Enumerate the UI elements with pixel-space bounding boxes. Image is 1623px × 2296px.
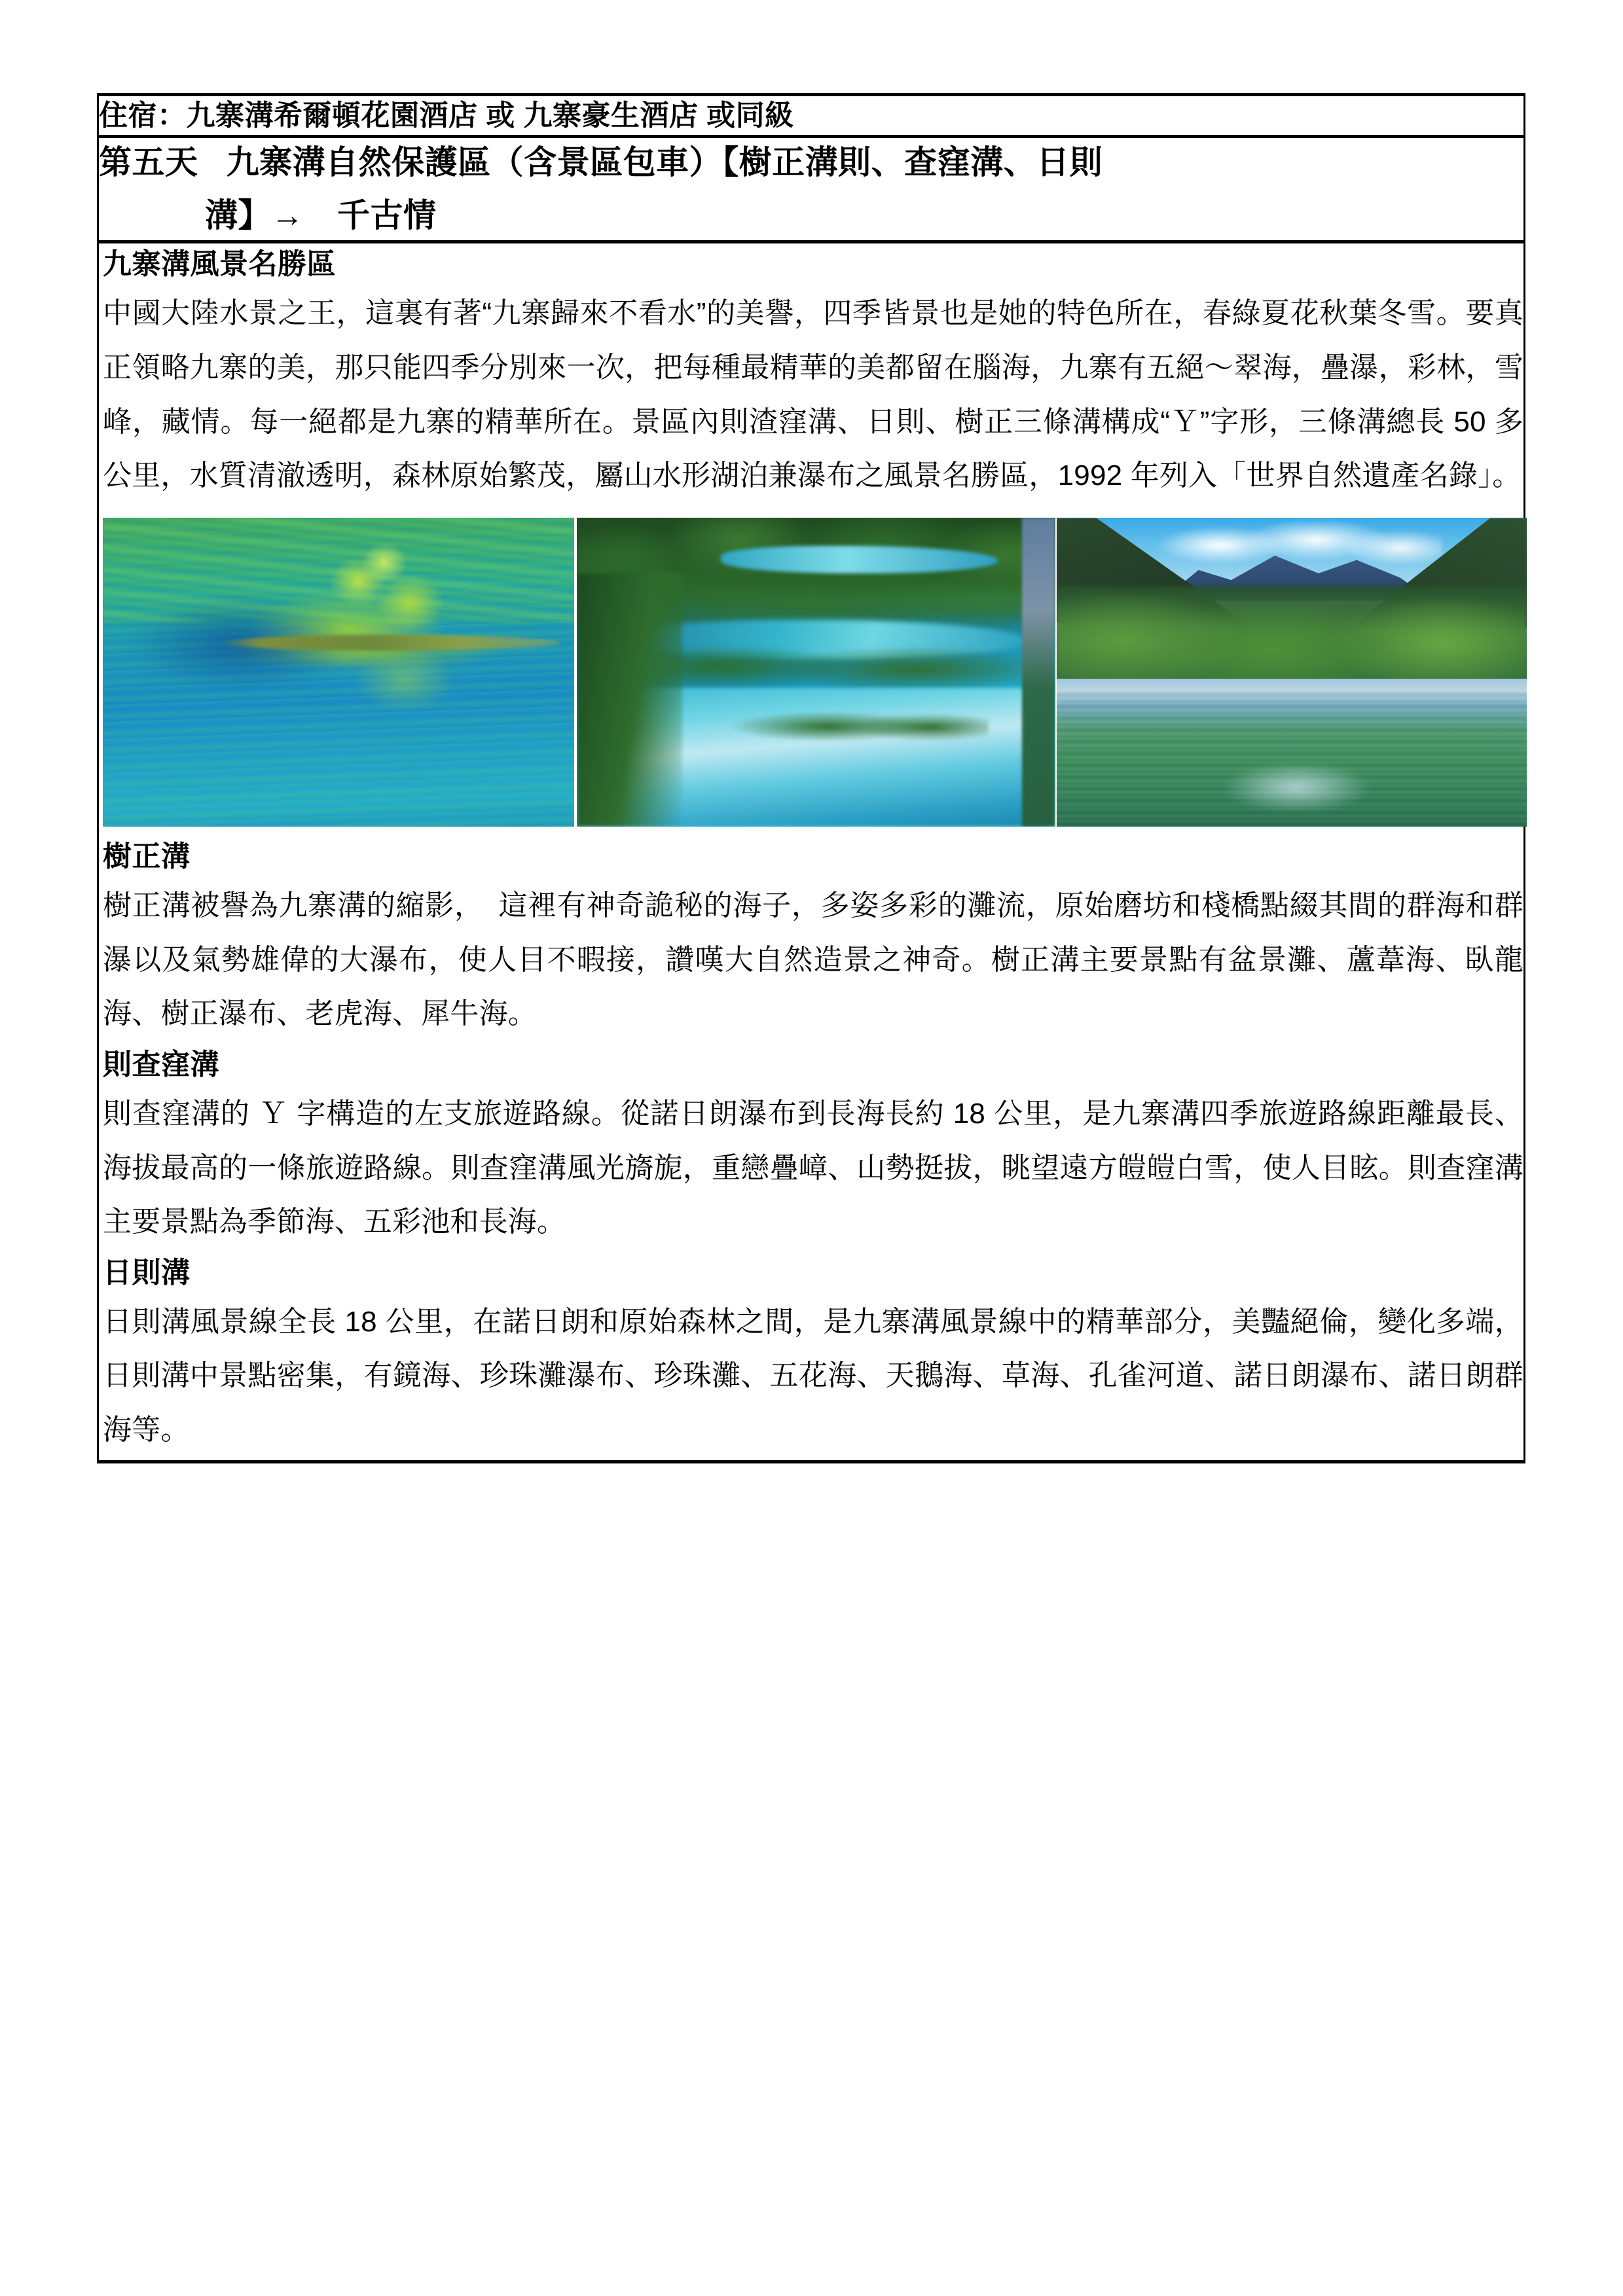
section-paragraph: 中國大陸水景之王，這裏有著“九寨歸來不看水”的美譽，四季皆景也是她的特色所在，春綠夏花秋葉冬雪。要真正領略九寨的美，那只能四季分別來一次，把每種最精華的美都留在腦海，九寨有五絕～翠海，疊瀑，彩林，雪峰，藏情。每一絕都是九寨的精華所在。景區內則渣窪溝、日則、樹正三條溝構成“Ｙ”字形，三條溝總長 50 多公里，水質清澈透明，森林原始繁茂，屬山水形湖泊兼瀑布之風景名勝區，1992 年列入「世界自然遺產名錄」。 (103, 297, 1523, 492)
photo-strip (103, 518, 1527, 827)
photo-layer-right-edge (1022, 518, 1055, 827)
photo-layer-foliage-reflection (319, 654, 489, 740)
lodging-cell (98, 95, 1525, 137)
content-row (98, 242, 1525, 1462)
photo-layer-forest (1057, 586, 1527, 685)
photo-layer-clouds (1142, 521, 1443, 564)
day-title-cell (98, 137, 1525, 242)
section-heading: 日則溝 (103, 1256, 191, 1289)
section-heading: 樹正溝 (103, 840, 191, 873)
photo-mountain-lake-with-reflection (1057, 518, 1527, 827)
photo-layer-green-foliage (310, 539, 471, 656)
photo-layer-treed-islet (721, 709, 989, 744)
day-title (99, 138, 1523, 240)
content-cell (98, 242, 1525, 1462)
section-heading: 九寨溝風景名勝區 (103, 248, 336, 281)
section-paragraph: 樹正溝被譽為九寨溝的縮影， 這裡有神奇詭秘的海子，多姿多彩的灘流，原始磨坊和棧橋點綴其間的群海和群瀑以及氣勢雄偉的大瀑布，使人目不暇接，讚嘆大自然造景之神奇。樹正溝主要景點有盆景灘、蘆葦海、臥龍海、樹正瀑布、老虎海、犀牛海。 (103, 889, 1523, 1030)
section-scenic-area (99, 243, 1523, 503)
section-paragraph: 日則溝風景線全長 18 公里，在諾日朗和原始森林之間，是九寨溝風景線中的精華部分，美豔絕倫，變化多端，日則溝中景點密集，有鏡海、珍珠灘瀑布、珍珠灘、五花海、天鵝海、草海、孔雀河道、諾日朗瀑布、諾日朗群海等。 (103, 1305, 1523, 1446)
section-heading: 則查窪溝 (103, 1049, 219, 1081)
day-title-line2: 溝】→ 千古情 (205, 197, 437, 234)
section-paragraph: 則查窪溝的 Ｙ 字構造的左支旅遊路線。從諾日朗瀑布到長海長約 18 公里，是九寨溝四季旅遊路線距離最長、海拔最高的一條旅遊路線。則查窪溝風光旖旎，重戀疊嶂、山勢挺拔，眺望遠方皚皚白雪，使人目眩。則查窪溝主要景點為季節海、五彩池和長海。 (103, 1097, 1523, 1238)
photo-turquoise-lake-with-fallen-tree (103, 518, 574, 827)
photo-layer-lake-highlight (1198, 765, 1396, 821)
photo-aerial-terraced-blue-pools-forest (577, 518, 1055, 827)
day-title-row (98, 137, 1525, 242)
section-zechawa-valley (99, 1044, 1523, 1249)
day-label: 第五天 (99, 144, 198, 181)
day-title-line1: 九寨溝自然保護區（含景區包車）【樹正溝則、查窪溝、日則 (226, 144, 1103, 181)
section-shuzheng-valley (99, 836, 1523, 1041)
photo-layer-left-forest (577, 573, 682, 827)
lodging-row (98, 95, 1525, 137)
section-rize-valley (99, 1252, 1523, 1458)
itinerary-table (97, 93, 1525, 1463)
lodging-text: 住宿：九寨溝希爾頓花園酒店 或 九寨豪生酒店 或同級 (99, 99, 794, 132)
